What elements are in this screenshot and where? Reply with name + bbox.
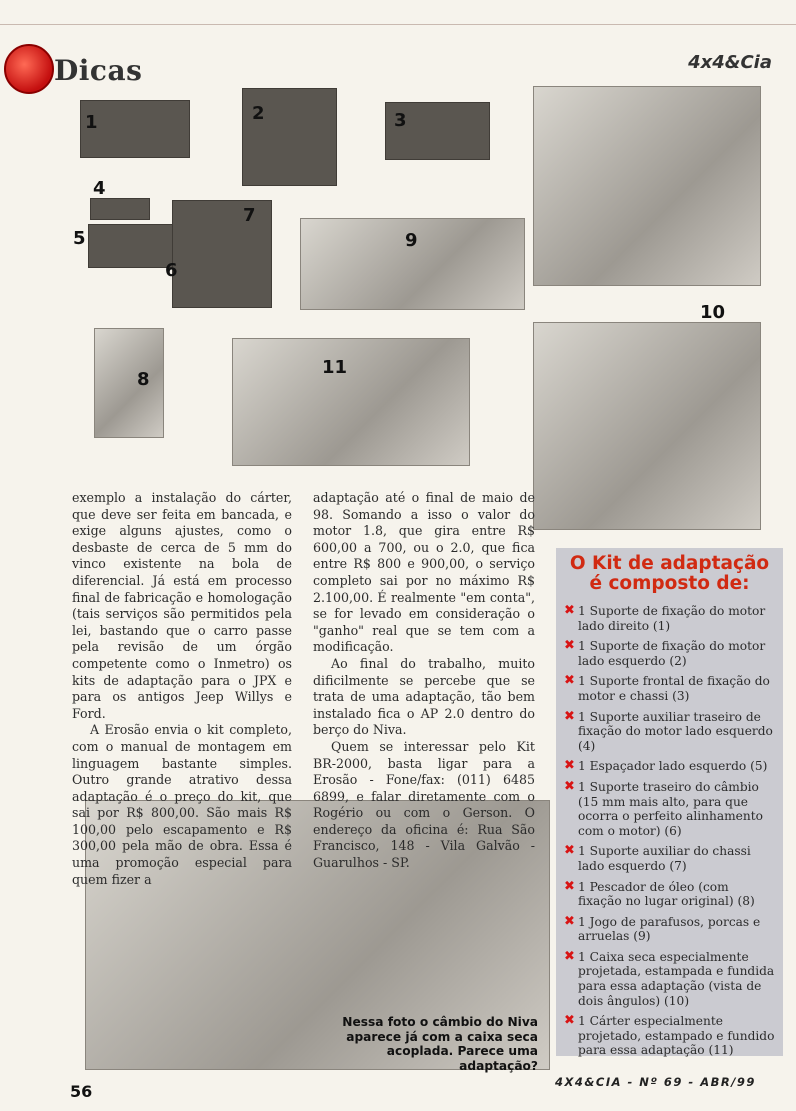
- photo-part-4: [90, 198, 150, 220]
- kit-item: [564, 639, 775, 668]
- article-column-2: [313, 490, 535, 872]
- kit-item: [564, 1014, 775, 1058]
- section-title: Dicas: [54, 54, 143, 87]
- kit-item: [564, 780, 775, 838]
- photo-part-8: [94, 328, 164, 438]
- kit-item-text: 1 Suporte auxiliar do chassi lado esquerdo (7): [578, 844, 751, 873]
- kit-item-text: 1 Jogo de parafusos, porcas e arruelas (9): [578, 914, 761, 944]
- article-column-1: [72, 490, 292, 888]
- kit-item: [564, 915, 775, 944]
- kit-item: [564, 880, 775, 909]
- kit-item: [564, 950, 775, 1008]
- photo-number: 11: [322, 357, 348, 378]
- kit-item-text: 1 Suporte frontal de fixação do motor e chassi (3): [578, 674, 770, 703]
- kit-item-text: 1 Suporte de fixação do motor lado esquerdo (2): [578, 639, 766, 668]
- x-bullet-icon: ✖: [564, 913, 575, 929]
- kit-box: [556, 548, 783, 1056]
- kit-item-text: 1 Espaçador lado esquerdo (5): [578, 759, 768, 774]
- photo-bellhousing-back: [533, 322, 761, 530]
- photo-number: 10: [700, 302, 726, 323]
- paragraph: Quem se interessar pelo Kit BR-2000, basta ligar para a Erosão - Fone/fax: (011) 6485 6899, e falar diretamente com o Rogério ou com o Gerson. O endereço da oficina é: Rua São Francisco, 148 - Vila Galvão - Guarulhos - SP.: [313, 738, 535, 871]
- photo-number: 4: [93, 178, 106, 199]
- photo-number: 8: [137, 369, 150, 390]
- kit-item-text: 1 Suporte auxiliar traseiro de fixação do motor lado esquerdo (4): [578, 709, 773, 753]
- kit-item: [564, 674, 775, 703]
- x-bullet-icon: ✖: [564, 603, 575, 618]
- x-bullet-icon: ✖: [564, 778, 575, 794]
- photo-number: 7: [243, 205, 256, 226]
- section-logo-icon: [4, 44, 54, 94]
- kit-item-text: 1 Suporte traseiro do câmbio (15 mm mais alto, para que ocorra o perfeito alinhamento com o motor) (6): [578, 779, 763, 838]
- magazine-brand: 4x4&Cia: [688, 52, 772, 73]
- photo-part-6-7: [172, 200, 272, 308]
- kit-item-text: 1 Pescador de óleo (com fixação no lugar original) (8): [578, 879, 755, 909]
- kit-item: [564, 844, 775, 873]
- photo-part-11: [232, 338, 470, 466]
- kit-item: [564, 604, 775, 633]
- photo-number: 9: [405, 230, 418, 251]
- x-bullet-icon: ✖: [564, 948, 575, 964]
- x-bullet-icon: ✖: [564, 878, 575, 894]
- photo-number: 5: [73, 228, 86, 249]
- photo-number: 2: [252, 103, 265, 124]
- photo-number: 6: [165, 260, 178, 281]
- kit-item: [564, 710, 775, 754]
- kit-item-text: 1 Cárter especialmente projetado, estampado e fundido para essa adaptação (11): [578, 1014, 775, 1058]
- x-bullet-icon: ✖: [564, 673, 575, 689]
- photo-caption: Nessa foto o câmbio do Niva aparece já com a caixa seca acoplada. Parece uma adaptação?: [342, 1015, 538, 1073]
- kit-item: [564, 759, 775, 774]
- x-bullet-icon: ✖: [564, 843, 575, 859]
- paragraph: Ao final do trabalho, muito dificilmente se percebe que se trata de uma adaptação, tão bem instalado fica o AP 2.0 dentro do berço do Niva.: [313, 655, 535, 738]
- page-number: 56: [70, 1082, 93, 1101]
- x-bullet-icon: ✖: [564, 708, 575, 724]
- kit-item-text: 1 Suporte de fixação do motor lado direito (1): [578, 604, 766, 633]
- photo-number: 1: [85, 112, 98, 133]
- x-bullet-icon: ✖: [564, 758, 575, 774]
- kit-list: [564, 604, 775, 1058]
- paragraph: exemplo a instalação do cárter, que deve ser feita em bancada, e exige alguns ajustes, como o desbaste de cerca de 5 mm do vinco existente na bola de diferencial. Já está em processo final de fabricação e homologação (tais serviços são permitidos pela lei, bastando que o carro passe pela revisão de um órgão competente como o Inmetro) os kits de adaptação para o JPX e para os antigos Jeep Willys e Ford.: [72, 490, 292, 721]
- kit-item-text: 1 Caixa seca especialmente projetada, estampada e fundida para essa adaptação (vista de dois ângulos) (10): [578, 949, 775, 1008]
- photo-bellhousing-front: [533, 86, 761, 286]
- x-bullet-icon: ✖: [564, 1013, 575, 1029]
- kit-title: O Kit de adaptação é composto de:: [569, 553, 770, 594]
- x-bullet-icon: ✖: [564, 638, 575, 654]
- photo-number: 3: [394, 110, 407, 131]
- top-rule: [0, 24, 796, 25]
- paragraph: A Erosão envia o kit completo, com o manual de montagem em linguagem bastante simples. Outro grande atrativo dessa adaptação é o preço do kit, que sai por R$ 800,00. São mais R$ 100,00 pelo escapamento e R$ 300,00 pela mão de obra. Essa é uma promoção especial para quem fizer a: [72, 722, 292, 887]
- paragraph: adaptação até o final de maio de 98. Somando a isso o valor do motor 1.8, que gira entre R$ 600,00 a 700, ou o 2.0, que fica entre R$ 800 e 900,00, o serviço completo sai por no máximo R$ 2.100,00. É realmente "em conta", se for levado em consideração o "ganho" real que se tem com a modificação.: [313, 490, 535, 655]
- issue-footer: 4X4&CIA - Nº 69 - ABR/99: [555, 1075, 756, 1089]
